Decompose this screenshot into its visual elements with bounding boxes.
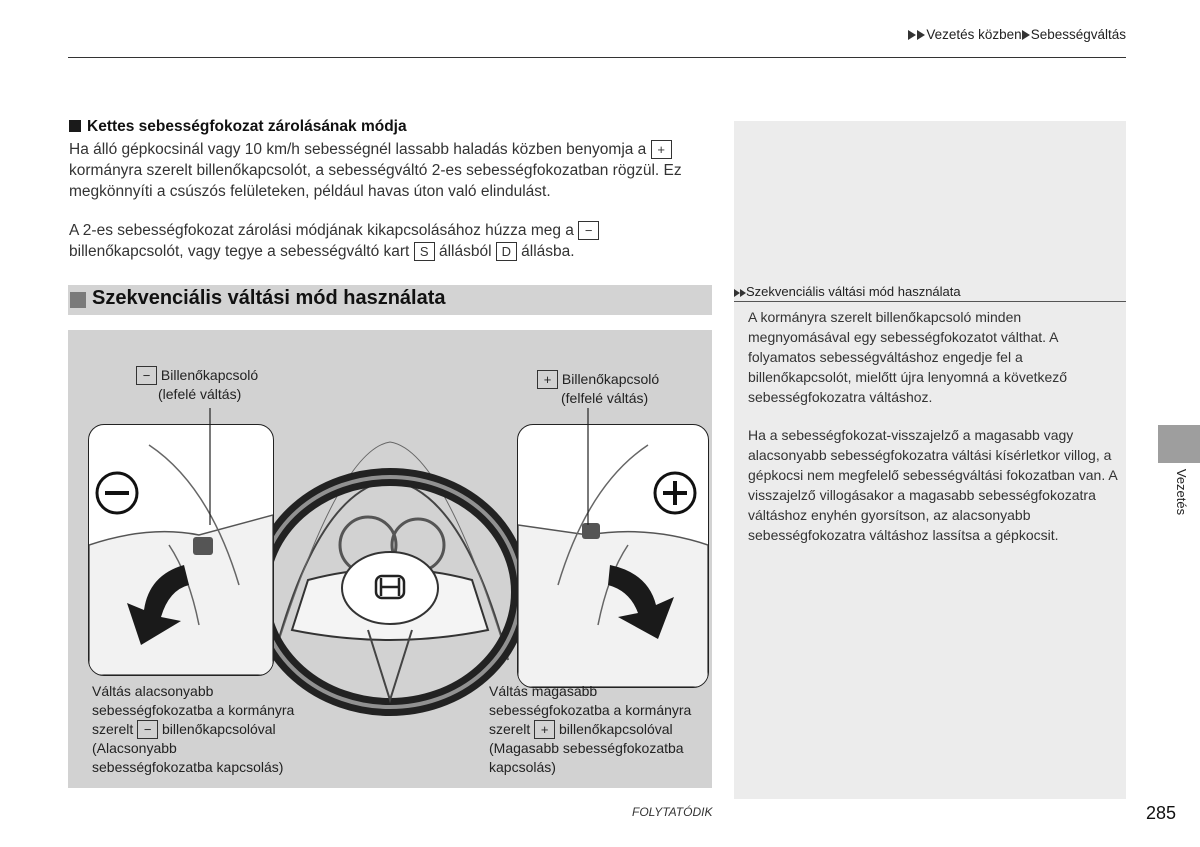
downshift-paddle-label: [136, 366, 258, 404]
paragraph-text: kormányra szerelt billenőkapcsolót, a sebességváltó 2-es sebességfokozatban rögzül. Ez megkönnyíti a csúszós felületeken, például havas úton való elindulást.: [69, 162, 682, 200]
caption-line: [92, 720, 322, 739]
caption-text: szerelt: [489, 721, 531, 737]
minus-key-icon: −: [136, 366, 157, 385]
plus-key-icon: +: [534, 720, 555, 739]
triangle-right-icon: [917, 30, 925, 40]
breadcrumb-level1[interactable]: Vezetés közben: [926, 27, 1022, 42]
caption-line: sebességfokozatba kapcsolás): [92, 759, 284, 775]
label-text: (lefelé váltás): [158, 386, 242, 402]
gray-square-icon: [70, 292, 86, 308]
section-title-second-gear-lock: [69, 118, 407, 136]
paragraph-text: Ha álló gépkocsinál vagy 10 km/h sebességnél lassabb haladás közben benyomja a: [69, 141, 647, 158]
caption-line: sebességfokozatba a kormányra: [92, 702, 295, 718]
continued-label: FOLYTATÓDIK: [632, 805, 713, 819]
caption-line: sebességfokozatba a kormányra: [489, 702, 692, 718]
chapter-tab-label[interactable]: Vezetés: [1174, 468, 1189, 516]
label-text: Billenőkapcsoló: [160, 367, 259, 383]
minus-key-icon: −: [578, 221, 599, 240]
downshift-caption: [92, 682, 322, 777]
header-rule: [68, 57, 1126, 58]
note-paragraph-1: A kormányra szerelt billenőkapcsoló minden megnyomásával egy sebességfokozatot válthat. A folyamatos sebességváltáshoz engedje fel a billenőkapcsolót, mielőtt újra lenyomná a következő sebességfokozatra váltáshoz.: [748, 309, 1068, 405]
caption-line: Váltás alacsonyabb: [92, 683, 214, 699]
breadcrumb-level2[interactable]: Sebességváltás: [1030, 27, 1126, 42]
section-header-text: Szekvenciális váltási mód használata: [92, 287, 446, 309]
breadcrumb: [908, 27, 1126, 42]
paragraph-text: billenőkapcsolót, vagy tegye a sebességváltó kart: [69, 243, 410, 260]
plus-key-icon: +: [651, 140, 672, 159]
plus-key-icon: +: [537, 370, 558, 389]
caption-line: [489, 720, 711, 739]
caption-line: kapcsolás): [489, 759, 556, 775]
section-header-sequential-mode: [68, 285, 712, 315]
paragraph-lock-how: [69, 139, 709, 202]
paragraph-text: állásba.: [521, 243, 575, 260]
caption-text: billenőkapcsolóval: [559, 721, 673, 737]
black-square-icon: [69, 120, 81, 132]
caption-line: (Magasabb sebességfokozatba: [489, 740, 684, 756]
caption-text: billenőkapcsolóval: [162, 721, 276, 737]
note-heading-text: Szekvenciális váltási mód használata: [746, 284, 961, 299]
note-paragraph-2: Ha a sebességfokozat-visszajelző a magasabb vagy alacsonyabb sebességfokozatra váltási kísérletkor villog, a gépkocsi nem megfelelő sebességváltási fokozatban van. A visszajelző villogásakor a magasabb sebességfokozatra váltáshoz enyhén gyorsítson, az alacsonyabb sebességfokozatra váltáshoz lassítsa a gépkocsit.: [748, 427, 1117, 543]
s-position-key-icon: S: [414, 242, 435, 261]
page-number: 285: [1146, 803, 1177, 823]
label-text: (felfelé váltás): [561, 390, 649, 406]
d-position-key-icon: D: [496, 242, 517, 261]
triangle-right-icon: [1022, 30, 1030, 40]
caption-line: Váltás magasabb: [489, 683, 598, 699]
label-text: Billenőkapcsoló: [561, 371, 660, 387]
paragraph-unlock-how: [69, 220, 629, 262]
steering-wheel-figure: [68, 330, 712, 788]
caption-line: (Alacsonyabb: [92, 740, 177, 756]
note-heading: [734, 284, 1126, 302]
triangle-right-icon: [908, 30, 916, 40]
section-title-text: Kettes sebességfokozat zárolásának módja: [87, 118, 407, 135]
upshift-caption: [489, 682, 711, 777]
paragraph-text: A 2-es sebességfokozat zárolási módjának kikapcsolásához húzza meg a: [69, 222, 574, 239]
upshift-paddle-label: [537, 370, 659, 408]
paragraph-text: állásból: [438, 243, 492, 260]
minus-key-icon: −: [137, 720, 158, 739]
caption-text: szerelt: [92, 721, 134, 737]
